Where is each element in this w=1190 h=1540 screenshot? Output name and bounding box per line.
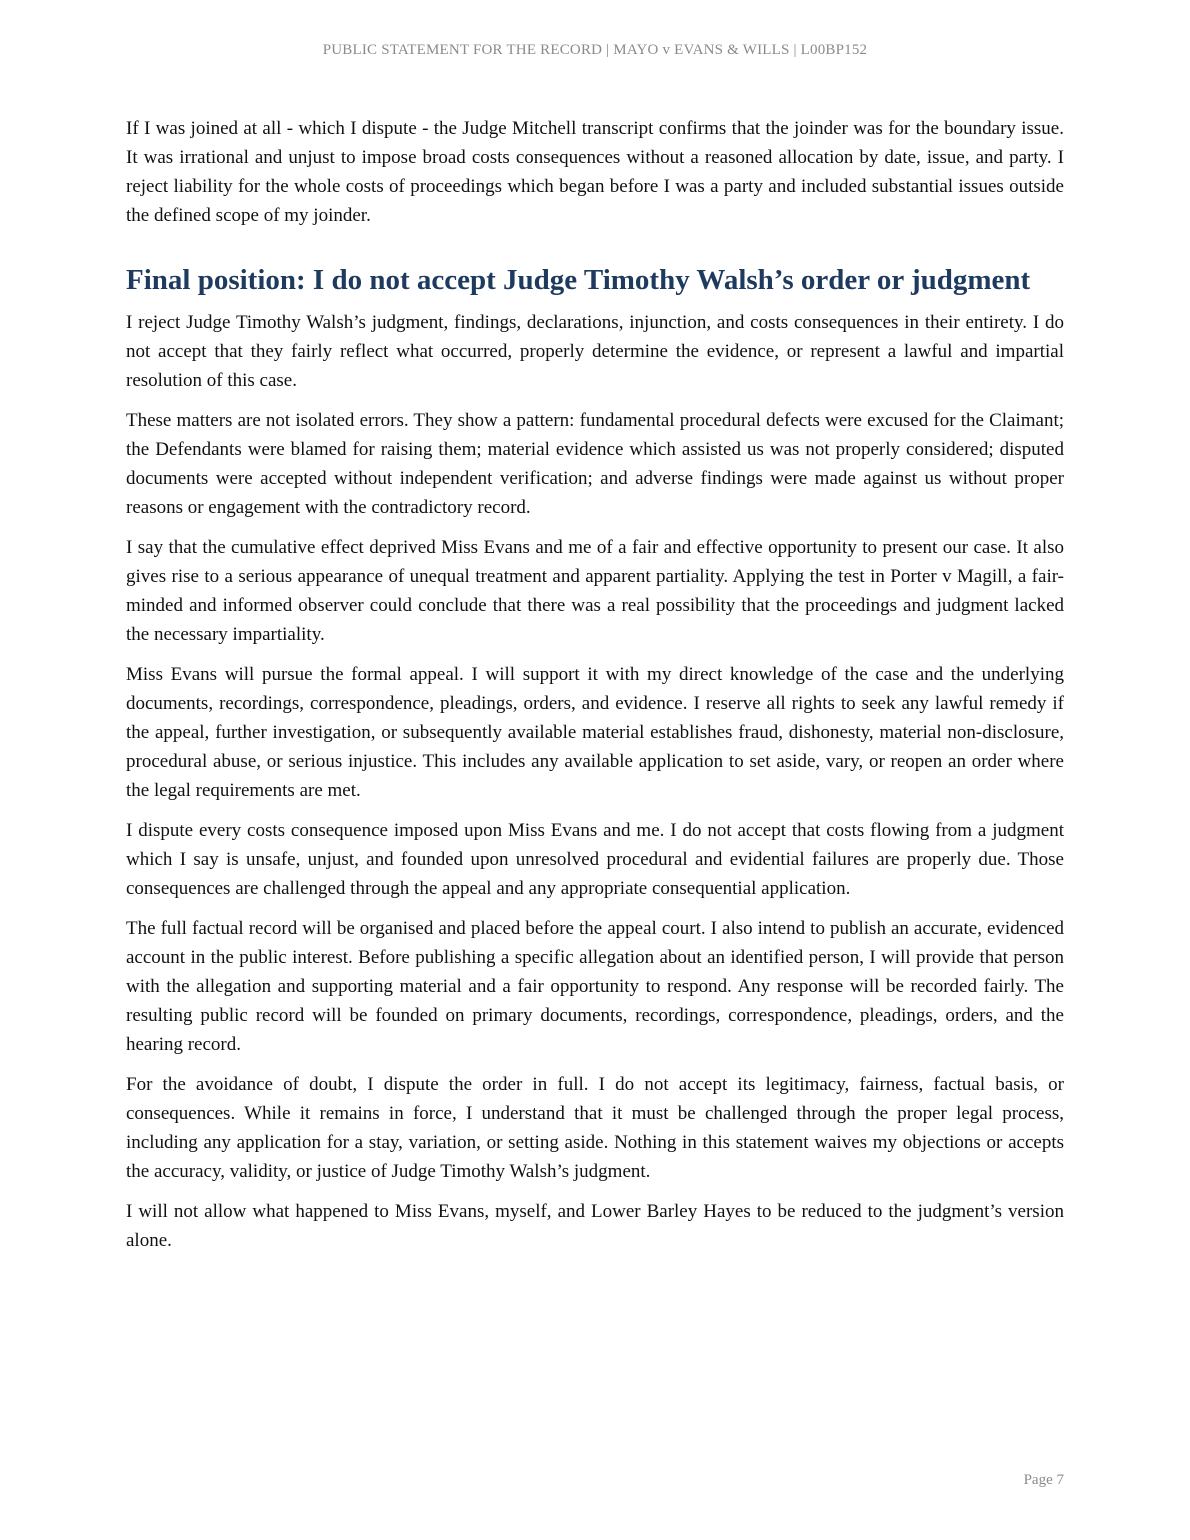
paragraph-8: I will not allow what happened to Miss Evans, myself, and Lower Barley Hayes to be reduced to the judgment’s version alone. — [126, 1201, 1064, 1251]
paragraph-1: I reject Judge Timothy Walsh’s judgment, findings, declarations, injunction, and costs consequences in their entirety. I do not accept that they fairly reflect what occurred, properly determine the evidence, or represent a lawful and impartial resolution of this case. — [126, 312, 1064, 391]
intro-paragraph: If I was joined at all - which I dispute - the Judge Mitchell transcript confirms that the joinder was for the boundary issue. It was irrational and unjust to impose broad costs consequences without a reasoned allocation by date, issue, and party. I reject liability for the whole costs of proceedings which began before I was a party and included substantial issues outside the defined scope of my joinder. — [126, 118, 1064, 226]
paragraph-2: These matters are not isolated errors. They show a pattern: fundamental procedural defects were excused for the Claimant; the Defendants were blamed for raising them; material evidence which assisted us was not properly considered; disputed documents were accepted without independent verification; and adverse findings were made against us without proper reasons or engagement with the contradictory record. — [126, 410, 1064, 518]
section-heading: Final position: I do not accept Judge Timothy Walsh’s order or judgment — [126, 264, 1031, 296]
running-header: PUBLIC STATEMENT FOR THE RECORD | MAYO v EVANS & WILLS | L00BP152 — [322, 42, 868, 58]
paragraph-7: For the avoidance of doubt, I dispute the order in full. I do not accept its legitimacy, fairness, factual basis, or consequences. While it remains in force, I understand that it must be challenged through the proper legal process, including any application for a stay, variation, or setting aside. Nothing in this statement waives my objections or accepts the accuracy, validity, or justice of Judge Timothy Walsh’s judgment. — [126, 1074, 1064, 1182]
paragraph-5: I dispute every costs consequence imposed upon Miss Evans and me. I do not accept that costs flowing from a judgment which I say is unsafe, unjust, and founded upon unresolved procedural and evidential failures are properly due. Those consequences are challenged through the appeal and any appropriate consequential application. — [126, 820, 1064, 899]
paragraph-6: The full factual record will be organised and placed before the appeal court. I also intend to publish an accurate, evidenced account in the public interest. Before publishing a specific allegation about an identified person, I will provide that person with the allegation and supporting material and a fair opportunity to respond. Any response will be recorded fairly. The resulting public record will be founded on primary documents, recordings, correspondence, pleadings, orders, and the hearing record. — [126, 918, 1064, 1055]
page-number: Page 7 — [1023, 1472, 1064, 1488]
paragraph-3: I say that the cumulative effect deprived Miss Evans and me of a fair and effective opportunity to present our case. It also gives rise to a serious appearance of unequal treatment and apparent partiality. Applying the test in Porter v Magill, a fair-minded and informed observer could conclude that there was a real possibility that the proceedings and judgment lacked the necessary impartiality. — [126, 537, 1064, 645]
document-body — [126, 114, 1064, 1266]
paragraph-4: Miss Evans will pursue the formal appeal. I will support it with my direct knowledge of the case and the underlying documents, recordings, correspondence, pleadings, orders, and evidence. I reserve all rights to seek any lawful remedy if the appeal, further investigation, or subsequently available material establishes fraud, dishonesty, material non-disclosure, procedural abuse, or serious injustice. This includes any available application to set aside, vary, or reopen an order where the legal requirements are met. — [126, 664, 1064, 801]
